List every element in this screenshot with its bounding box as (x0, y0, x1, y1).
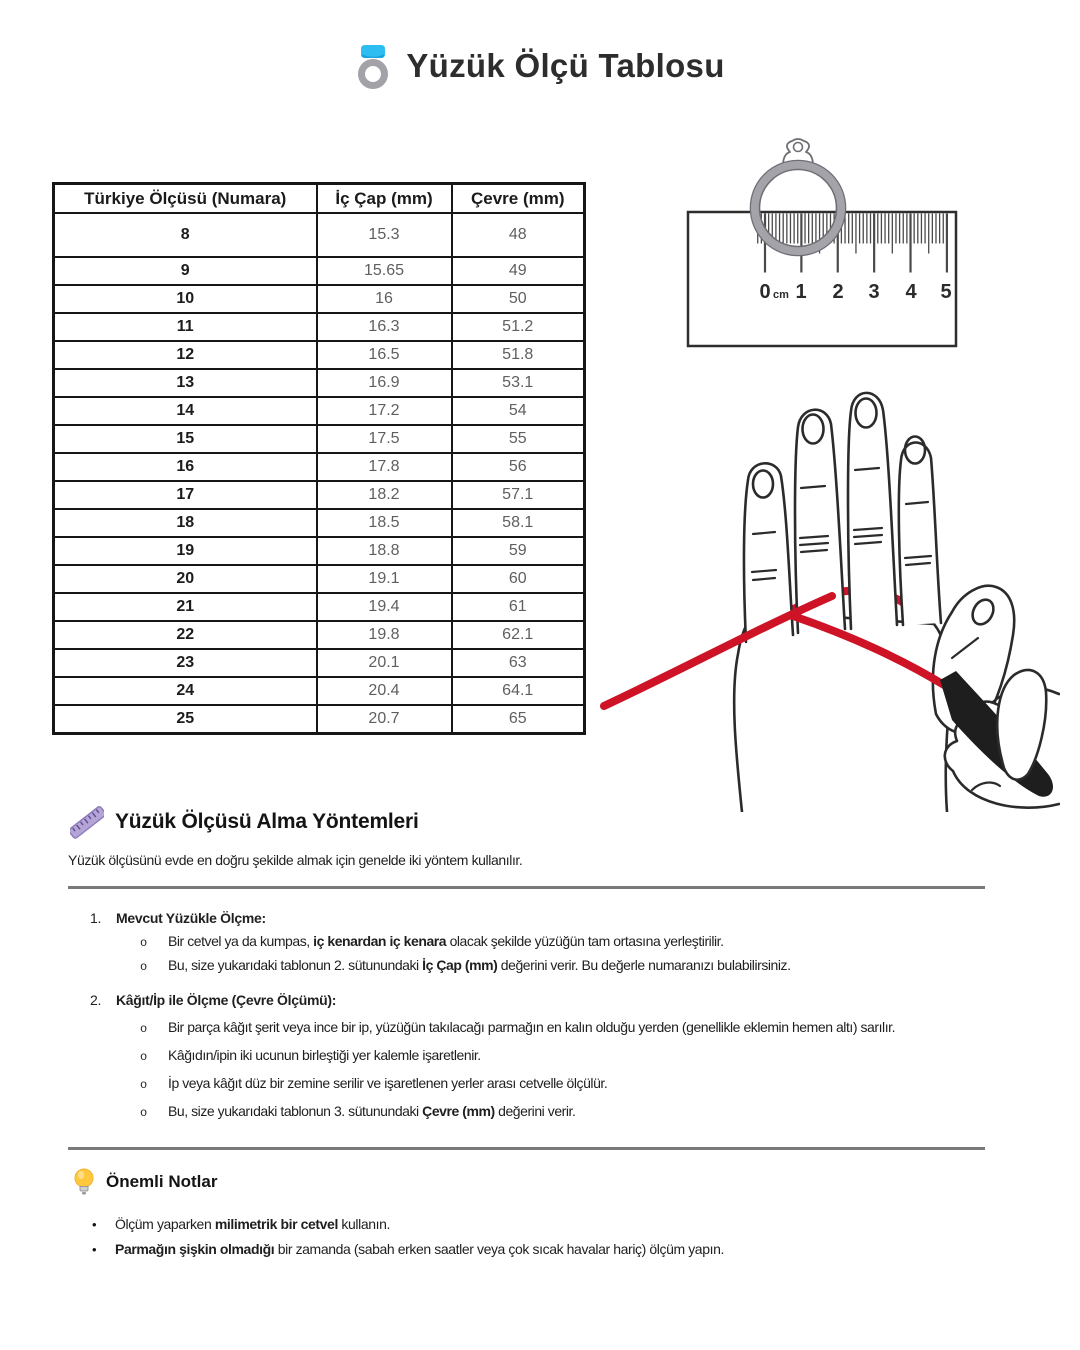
table-row (54, 481, 585, 509)
value-cell: 63 (452, 649, 585, 677)
table-row (54, 565, 585, 593)
page-title: Yüzük Ölçü Tablosu (406, 47, 725, 84)
value-cell: 19.4 (317, 593, 452, 621)
value-cell: 49 (452, 257, 585, 285)
finger-4 (899, 442, 941, 625)
size-cell: 10 (54, 285, 317, 313)
value-cell: 20.1 (317, 649, 452, 677)
value-cell: 62.1 (452, 621, 585, 649)
size-cell: 8 (54, 213, 317, 257)
size-cell: 13 (54, 369, 317, 397)
table-header-row (54, 184, 585, 214)
note-bullet-marker: • (92, 1217, 97, 1232)
ruler-unit-label: cm (773, 289, 789, 301)
table-row (54, 369, 585, 397)
value-cell: 17.2 (317, 397, 452, 425)
value-cell: 60 (452, 565, 585, 593)
notes-heading: Önemli Notlar (106, 1172, 218, 1191)
methods-list (0, 910, 1080, 1120)
ruler-label-1: 1 (795, 281, 807, 303)
sub-bullet-marker: o (140, 1078, 147, 1092)
value-cell: 19.8 (317, 621, 452, 649)
method-item-title: 2. Kâğıt/İp ile Ölçme (Çevre Ölçümü): (90, 992, 337, 1008)
size-cell: 14 (54, 397, 317, 425)
value-cell: 15.3 (317, 213, 452, 257)
lightbulb-icon (72, 1167, 96, 1197)
note-bullet-marker: • (92, 1242, 97, 1257)
page-title-row (0, 42, 1080, 90)
value-cell: 16 (317, 285, 452, 313)
table-row (54, 257, 585, 285)
sub-bullet-marker: o (140, 1050, 147, 1064)
hand-string-figure (600, 372, 1060, 812)
method-item (0, 992, 1080, 1120)
method-bullet: o Bu, size yukarıdaki tablonun 3. sütunundaki Çevre (mm) değerini verir. (140, 1103, 576, 1120)
value-cell: 16.3 (317, 313, 452, 341)
table-row (54, 313, 585, 341)
value-cell: 18.8 (317, 537, 452, 565)
value-cell: 64.1 (452, 677, 585, 705)
value-cell: 61 (452, 593, 585, 621)
value-cell: 48 (452, 213, 585, 257)
method-bullet: o İp veya kâğıt düz bir zemine serilir ve işaretlenen yerler arası cetvelle ölçülür. (140, 1075, 608, 1092)
methods-heading: Yüzük Ölçüsü Alma Yöntemleri (115, 810, 419, 833)
method-bullet: o Bu, size yukarıdaki tablonun 2. sütunundaki İç Çap (mm) değerini verir. Bu değerle numaranızı bulabilirsiniz. (140, 957, 791, 974)
size-cell: 24 (54, 677, 317, 705)
methods-section (0, 806, 1080, 1120)
col-header-diameter: İç Çap (mm) (317, 184, 452, 214)
value-cell: 17.8 (317, 453, 452, 481)
value-cell: 15.65 (317, 257, 452, 285)
col-header-circumference: Çevre (mm) (452, 184, 585, 214)
table-row (54, 537, 585, 565)
ruler-label-3: 3 (868, 281, 880, 303)
size-cell: 22 (54, 621, 317, 649)
sub-bullet-marker: o (140, 1106, 147, 1120)
value-cell: 57.1 (452, 481, 585, 509)
value-cell: 58.1 (452, 509, 585, 537)
table-row (54, 425, 585, 453)
table-row (54, 341, 585, 369)
hand-palm (734, 612, 950, 812)
notes-list (0, 1216, 1080, 1257)
ring-icon (355, 42, 391, 90)
method-bullet: o Bir cetvel ya da kumpas, iç kenardan iç kenara olacak şekilde yüzüğün tam ortasına yerleştirilir. (140, 933, 724, 950)
note-bullet: • Parmağın şişkin olmadığı bir zamanda (sabah erken saatler veya çok sıcak havalar hariç) ölçüm yapın. (92, 1241, 724, 1257)
table-row (54, 621, 585, 649)
value-cell: 55 (452, 425, 585, 453)
method-bullet: o Kâğıdın/ipin iki ucunun birleştiği yer kalemle işaretlenir. (140, 1047, 481, 1064)
ruler-label-5: 5 (940, 281, 952, 303)
value-cell: 50 (452, 285, 585, 313)
value-cell: 18.5 (317, 509, 452, 537)
ruler-label-0: 0 (759, 281, 771, 303)
value-cell: 17.5 (317, 425, 452, 453)
notes-section (0, 1168, 1080, 1257)
table-row (54, 705, 585, 734)
size-cell: 23 (54, 649, 317, 677)
size-cell: 25 (54, 705, 317, 734)
note-bullet: • Ölçüm yaparken milimetrik bir cetvel kullanın. (92, 1216, 390, 1232)
value-cell: 18.2 (317, 481, 452, 509)
value-cell: 65 (452, 705, 585, 734)
value-cell: 56 (452, 453, 585, 481)
ruler-icon (70, 805, 104, 839)
value-cell: 20.7 (317, 705, 452, 734)
ring-on-ruler-figure (680, 136, 962, 354)
table-row (54, 285, 585, 313)
ruler-label-2: 2 (832, 281, 844, 303)
value-cell: 51.2 (452, 313, 585, 341)
table-row (54, 453, 585, 481)
method-item (0, 910, 1080, 974)
table-row (54, 397, 585, 425)
table-row (54, 677, 585, 705)
size-cell: 12 (54, 341, 317, 369)
size-cell: 21 (54, 593, 317, 621)
section-divider-2 (68, 1147, 985, 1150)
size-cell: 11 (54, 313, 317, 341)
size-cell: 18 (54, 509, 317, 537)
value-cell: 16.5 (317, 341, 452, 369)
sub-bullet-marker: o (140, 936, 147, 950)
ring-size-table (52, 182, 586, 735)
notes-heading-row (72, 1168, 1080, 1196)
size-cell: 19 (54, 537, 317, 565)
size-cell: 20 (54, 565, 317, 593)
ruler-label-4: 4 (905, 281, 917, 303)
size-table-body (54, 213, 585, 734)
value-cell: 16.9 (317, 369, 452, 397)
finger-3 (848, 393, 897, 629)
value-cell: 19.1 (317, 565, 452, 593)
size-cell: 9 (54, 257, 317, 285)
method-item-title: 1. Mevcut Yüzükle Ölçme: (90, 910, 266, 926)
table-row (54, 213, 585, 257)
size-cell: 16 (54, 453, 317, 481)
sub-bullet-marker: o (140, 1022, 147, 1036)
size-cell: 15 (54, 425, 317, 453)
value-cell: 20.4 (317, 677, 452, 705)
value-cell: 54 (452, 397, 585, 425)
ruler-body (688, 212, 956, 346)
method-bullet: o Bir parça kâğıt şerit veya ince bir ip, yüzüğün takılacağı parmağın en kalın olduğu yerden (genellikle eklemin hemen altı) sarılır. (140, 1019, 896, 1036)
table-row (54, 509, 585, 537)
size-cell: 17 (54, 481, 317, 509)
table-row (54, 593, 585, 621)
value-cell: 53.1 (452, 369, 585, 397)
methods-intro: Yüzük ölçüsünü evde en doğru şekilde almak için genelde iki yöntem kullanılır. (68, 852, 523, 868)
value-cell: 51.8 (452, 341, 585, 369)
methods-heading-row (70, 806, 1080, 838)
col-header-size: Türkiye Ölçüsü (Numara) (54, 184, 317, 214)
sub-bullet-marker: o (140, 960, 147, 974)
value-cell: 59 (452, 537, 585, 565)
table-row (54, 649, 585, 677)
